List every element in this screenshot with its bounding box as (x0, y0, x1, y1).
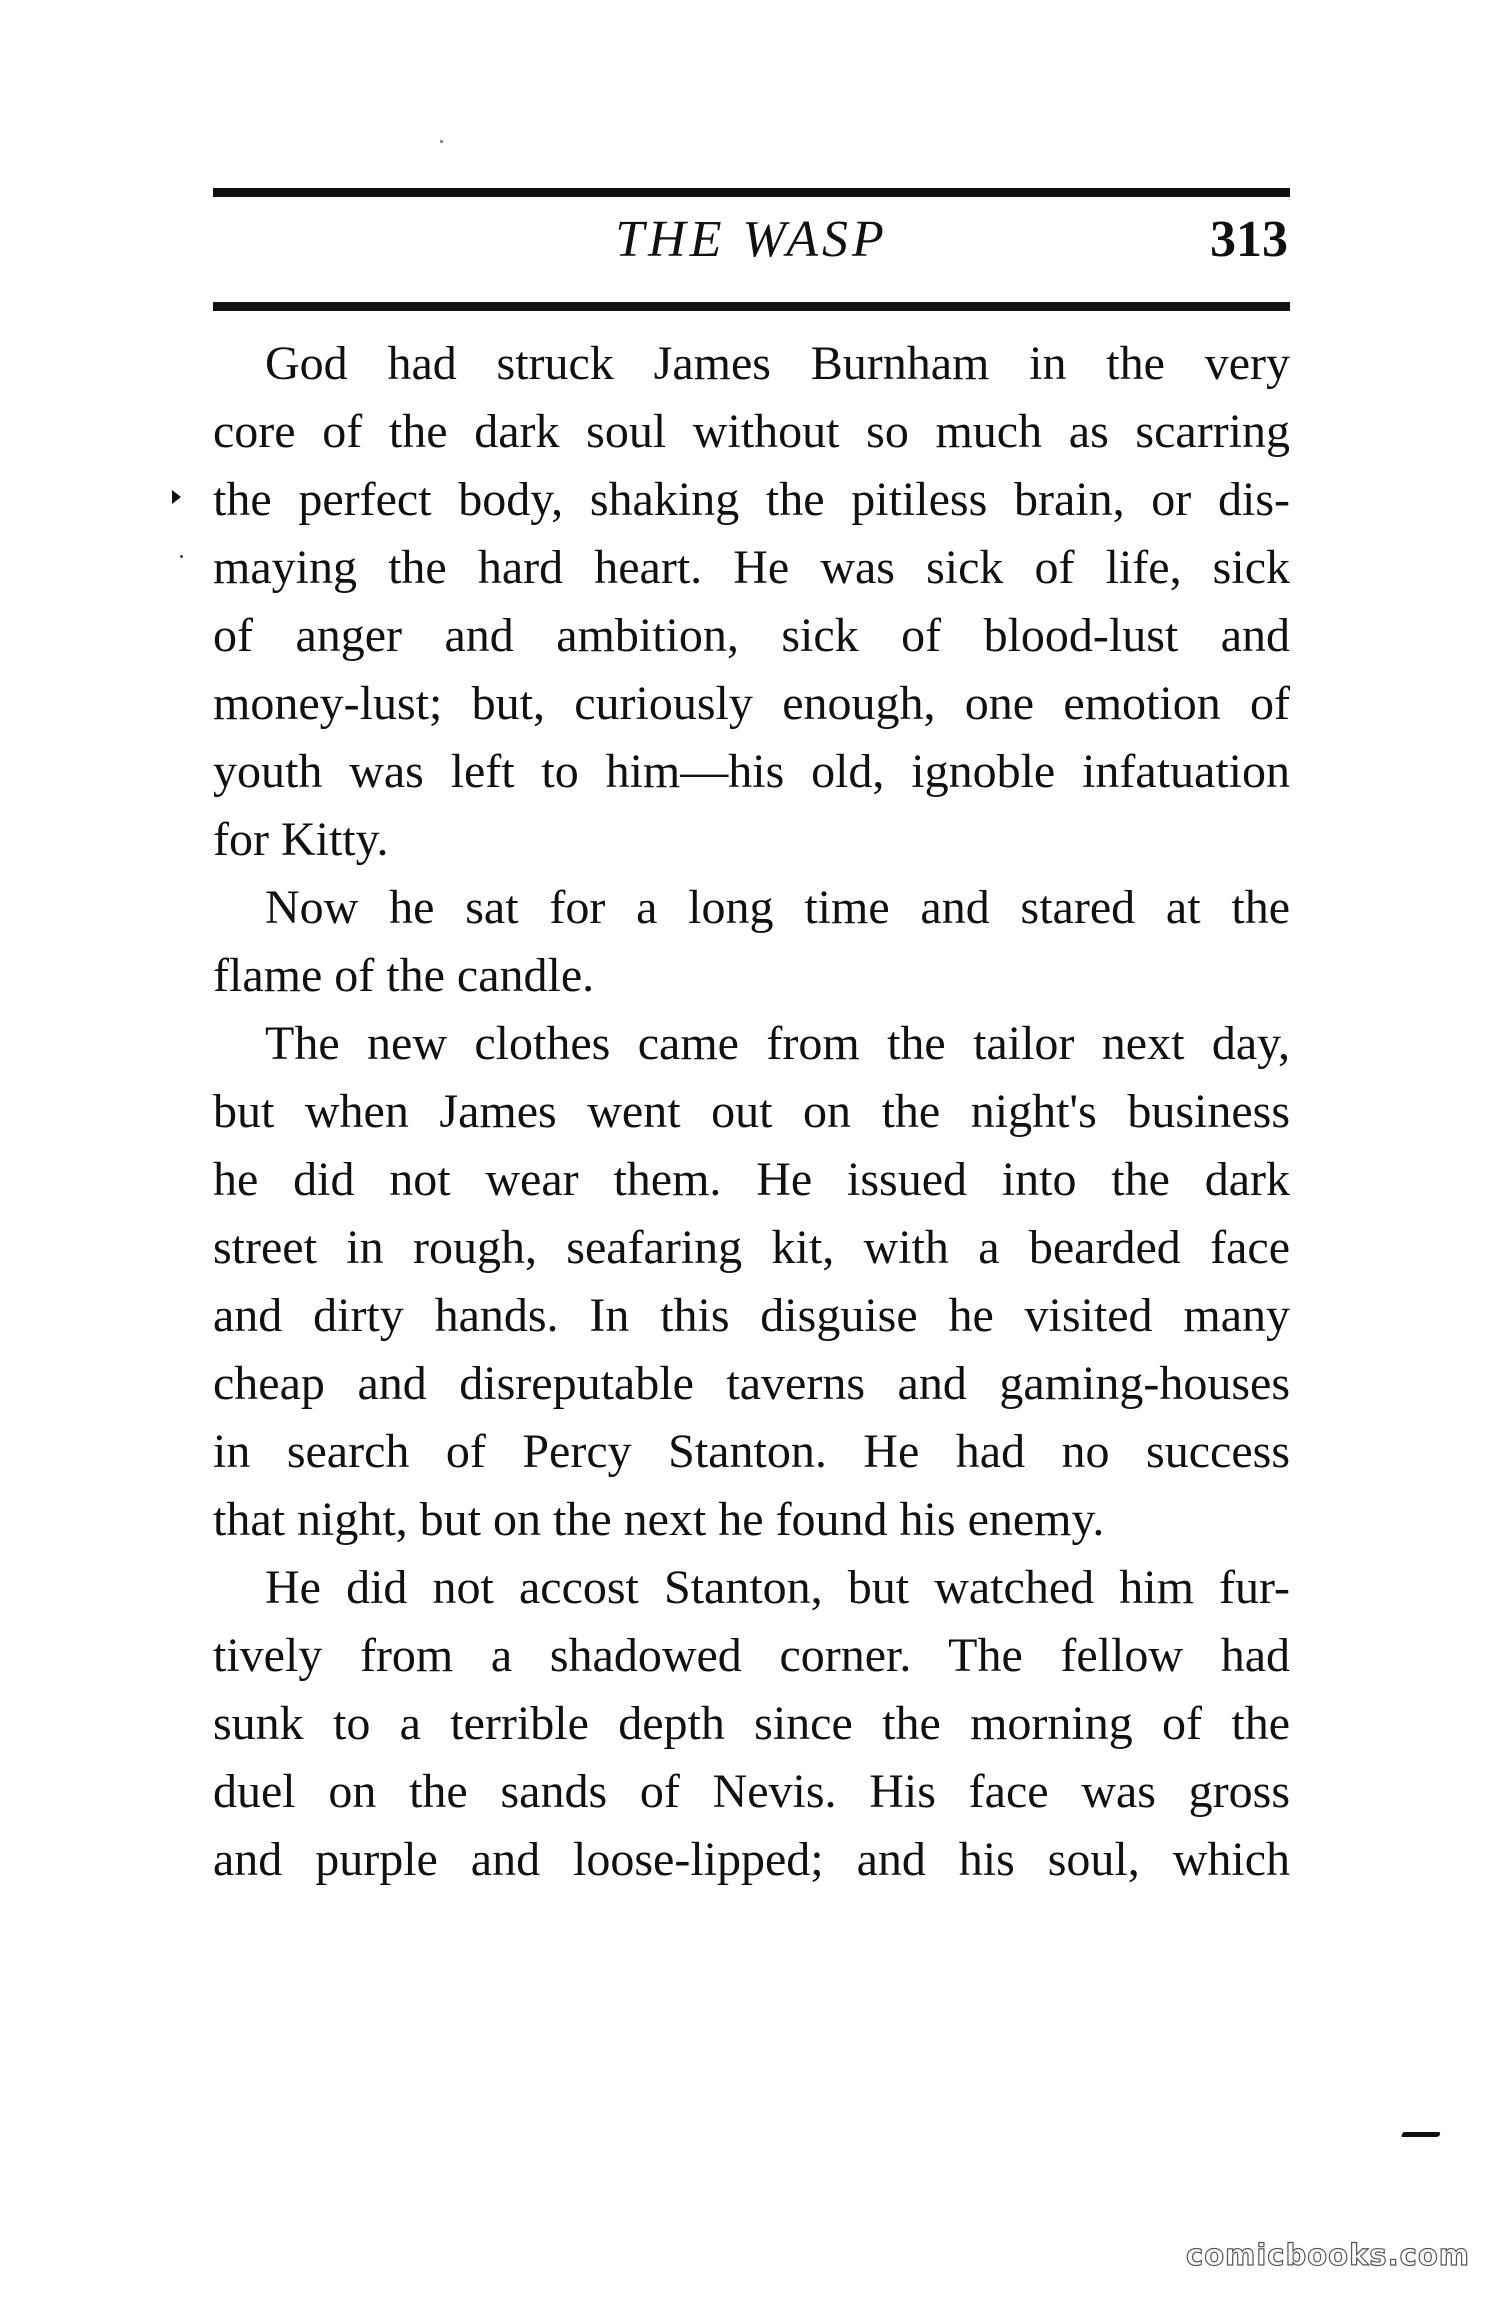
text-line: Now he sat for a long time and stared at the (265, 881, 1290, 934)
header-rule-bottom (213, 302, 1290, 311)
text-line: street in rough, seafaring kit, with a bearded face (213, 1221, 1290, 1274)
text-line: of anger and ambition, sick of blood-lust and (213, 609, 1290, 662)
text-line: maying the hard heart. He was sick of life, sick (213, 541, 1290, 594)
running-title: THE WASP (615, 211, 888, 268)
body-text (213, 330, 1290, 1894)
paragraph (213, 874, 1290, 1010)
paragraph (213, 330, 1290, 874)
page-number: 313 (1210, 211, 1288, 268)
text-line: youth was left to him—his old, ignoble infatuation (213, 745, 1290, 798)
text-line: flame of the candle. (213, 949, 595, 1002)
text-line: money-lust; but, curiously enough, one emotion of (213, 677, 1290, 730)
paragraph (213, 1554, 1290, 1894)
margin-speck (440, 140, 443, 143)
text-line: the perfect body, shaking the pitiless brain, or dis- (213, 473, 1290, 526)
text-line: but when James went out on the night's business (213, 1085, 1290, 1138)
margin-speck (180, 555, 183, 558)
text-line: and dirty hands. In this disguise he visited many (213, 1289, 1290, 1342)
text-line: for Kitty. (213, 813, 389, 866)
ink-smudge (1401, 2132, 1441, 2137)
text-line: God had struck James Burnham in the very (265, 337, 1290, 390)
text-line: duel on the sands of Nevis. His face was gross (213, 1765, 1290, 1818)
watermark: comicbooks.com (1186, 2238, 1470, 2272)
text-line: tively from a shadowed corner. The fellow had (213, 1629, 1290, 1682)
header-rule-top (213, 188, 1290, 197)
text-line: He did not accost Stanton, but watched him fur- (265, 1561, 1290, 1614)
margin-mark (172, 490, 181, 504)
text-line: he did not wear them. He issued into the dark (213, 1153, 1290, 1206)
text-line: in search of Percy Stanton. He had no success (213, 1425, 1290, 1478)
text-line: sunk to a terrible depth since the morning of the (213, 1697, 1290, 1750)
paragraph (213, 1010, 1290, 1554)
text-line: The new clothes came from the tailor next day, (265, 1017, 1290, 1070)
text-line: and purple and loose-lipped; and his soul, which (213, 1833, 1290, 1886)
text-line: that night, but on the next he found his enemy. (213, 1493, 1105, 1546)
text-line: cheap and disreputable taverns and gaming-houses (213, 1357, 1290, 1410)
text-line: core of the dark soul without so much as scarring (213, 405, 1290, 458)
